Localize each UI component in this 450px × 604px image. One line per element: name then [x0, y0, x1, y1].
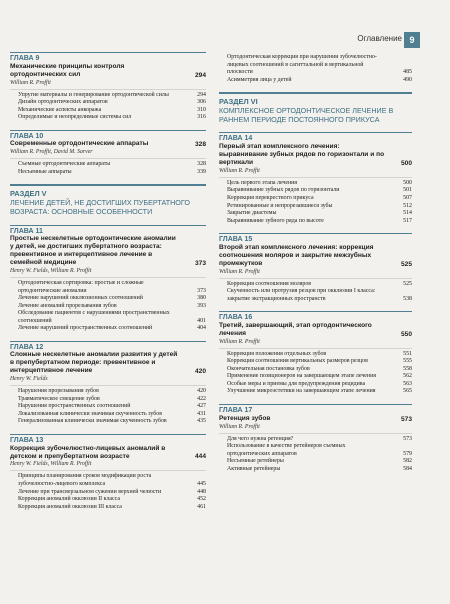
toc-left-column	[10, 52, 206, 519]
chapter-title-row	[219, 415, 412, 423]
chapter-page: 328	[194, 141, 206, 149]
subsection-title: Травматическое смещение зубов	[18, 395, 100, 402]
chapter-label: ГЛАВА 9	[10, 52, 206, 63]
subsection-title: Упругие материалы и генерирование ортодонтической силы	[18, 91, 169, 98]
chapter-label: ГЛАВА 15	[219, 233, 412, 244]
subsection-page: 514	[403, 210, 412, 217]
subsection-title: Несъемные ретейнеры	[227, 458, 284, 465]
subsection-page: 579	[403, 450, 412, 457]
chapter-entry	[219, 404, 412, 473]
subsection-item	[10, 325, 206, 333]
chapter-authors: Henry W. Fields, William R. Proffit	[10, 267, 92, 274]
subsection-title: Нарушения пространственных соотношений	[18, 403, 131, 410]
subsection-page: 404	[197, 325, 206, 332]
subsection-title: Скученность или протрузия резцов при окклюзии I класса: закрытие экстракционных пространств	[227, 288, 376, 302]
subsection-item	[219, 288, 412, 303]
subsection-page: 393	[197, 302, 206, 309]
subsection-page: 573	[403, 435, 412, 442]
subsection-title: Использование в качестве ретейнеров съемных ортодонтических аппаратов	[227, 443, 346, 457]
subsection-page: 294	[197, 91, 206, 98]
section-label: РАЗДЕЛ VI	[219, 97, 258, 107]
subsection-title: Цель первого этапа лечения	[227, 179, 298, 186]
subsection-list	[219, 52, 412, 84]
chapter-authors: William R. Proffit	[219, 167, 260, 174]
subsection-page: 582	[403, 458, 412, 465]
subsection-item	[219, 458, 412, 466]
chapter-label: ГЛАВА 17	[219, 404, 412, 415]
chapter-label: ГЛАВА 13	[10, 434, 206, 445]
subsection-item	[219, 443, 412, 458]
chapter-label: ГЛАВА 16	[219, 311, 412, 322]
section-heading	[219, 92, 412, 124]
subsection-page: 310	[197, 106, 206, 113]
subsection-page: 490	[403, 76, 412, 83]
subsection-list	[219, 278, 412, 304]
subsection-page: 328	[197, 161, 206, 168]
chapter-page: 444	[194, 453, 206, 461]
subsection-page: 427	[197, 403, 206, 410]
subsection-page: 401	[197, 317, 206, 324]
subsection-title: Асимметрия лица у детей	[227, 76, 292, 83]
subsection-page: 380	[197, 295, 206, 302]
subsection-title: Обследование пациентов с нарушениями пространственных соотношений	[18, 310, 170, 324]
subsection-title: Коррекция аномалий окклюзии II класса	[18, 496, 120, 503]
subsection-item	[10, 496, 206, 504]
chapter-title: Простые нескелетные ортодонтические аномалии у детей, не достигших пубертатного возраста: превентивное и интерцептивное лечение в семейной медицине	[10, 235, 176, 267]
subsection-title: Лечение нарушений окклюзионных соотношений	[18, 295, 143, 302]
subsection-item	[10, 310, 206, 325]
subsection-title: Коррекция соотношения вертикальных размеров резцов	[227, 358, 368, 365]
subsection-item	[10, 403, 206, 411]
subsection-title: Для чего нужна ретенция?	[227, 435, 294, 442]
subsection-title: Лечение при трансверзальном сужении верхней челюсти	[18, 488, 162, 495]
subsection-item	[219, 351, 412, 359]
chapter-title: Второй этап комплексного лечения: коррекция соотношения моляров и закрытие межзубных промежутков	[219, 243, 374, 267]
chapter-authors: William R. Proffit	[219, 268, 260, 275]
subsection-item	[219, 373, 412, 381]
chapter-label: ГЛАВА 10	[10, 130, 206, 141]
chapter-label: ГЛАВА 11	[10, 225, 206, 236]
subsection-page: 507	[403, 194, 412, 201]
subsection-title: Коррекция соотношения моляров	[227, 280, 312, 287]
chapter-title-row	[219, 322, 412, 338]
chapter-entry	[10, 225, 206, 333]
subsection-page: 538	[403, 295, 412, 302]
section-heading	[10, 184, 206, 216]
subsection-item	[219, 466, 412, 474]
subsection-item	[219, 218, 412, 226]
subsection-item	[219, 281, 412, 289]
chapter-title: Коррекция зубочелюстно-лицевых аномалий в детском и препубертатном возрасте	[10, 444, 166, 460]
subsection-page: 565	[403, 388, 412, 395]
page-number: 9	[404, 32, 420, 48]
subsection-title: Выравнивание зубных рядов по горизонтали	[227, 187, 340, 194]
subsection-title: Дизайн ортодонтических аппаратов	[18, 99, 108, 106]
subsection-title: Механические аспекты анкоража	[18, 106, 102, 113]
subsection-page: 517	[403, 217, 412, 224]
subsection-title: Закрытие диастемы	[227, 210, 277, 217]
subsection-page: 500	[403, 179, 412, 186]
subsection-item	[219, 77, 412, 85]
subsection-title: Коррекция положения отдельных зубов	[227, 350, 327, 357]
subsection-title: Генерализованная клинически значимая скученность зубов	[18, 418, 167, 425]
subsection-item	[219, 388, 412, 396]
chapter-authors: Henry W. Fields, William R. Proffit	[10, 461, 92, 468]
subsection-page: 461	[197, 503, 206, 510]
subsection-item	[10, 280, 206, 295]
subsection-page: 584	[403, 465, 412, 472]
subsection-page: 555	[403, 358, 412, 365]
subsection-page: 551	[403, 350, 412, 357]
subsection-page: 525	[403, 280, 412, 287]
chapter-page: 420	[194, 368, 206, 376]
subsection-page: 512	[403, 202, 412, 209]
chapter-label: ГЛАВА 12	[10, 341, 206, 352]
chapter-title-row	[10, 63, 206, 79]
subsection-title: Лечение аномалий прорезывания зубов	[18, 302, 117, 309]
subsection-item	[219, 366, 412, 374]
subsection-page: 562	[403, 373, 412, 380]
chapter-title: Современные ортодонтические аппараты	[10, 140, 149, 148]
subsection-title: Применение позиционеров на завершающем этапе лечения	[227, 373, 376, 380]
subsection-title: Локализованная клинически значимая скученность зубов	[18, 410, 162, 417]
subsection-item	[219, 187, 412, 195]
subsection-item	[219, 210, 412, 218]
chapter-title-row	[219, 143, 412, 167]
chapter-title: Третий, завершающий, этап ортодонтического лечения	[219, 321, 372, 337]
chapter-page: 525	[400, 260, 412, 268]
subsection-title: Улучшение микроэстетики на завершающем этапе лечения	[227, 388, 376, 395]
subsection-list	[219, 348, 412, 396]
subsection-item	[10, 504, 206, 512]
chapter-page: 373	[194, 259, 206, 267]
subsection-item	[10, 388, 206, 396]
subsection-page: 448	[197, 488, 206, 495]
subsection-title: Выравнивание зубного ряда по высоте	[227, 217, 324, 224]
chapter-authors: William R. Proffit	[219, 338, 260, 345]
subsection-list	[219, 177, 412, 225]
section-title: ЛЕЧЕНИЕ ДЕТЕЙ, НЕ ДОСТИГШИХ ПУБЕРТАТНОГО ВОЗРАСТА: ОСНОВНЫЕ ОСОБЕННОСТИ	[10, 198, 190, 217]
chapter-authors: William R. Proffit	[219, 423, 260, 430]
subsection-item	[219, 381, 412, 389]
toc-right-column	[219, 52, 412, 481]
subsection-item	[10, 161, 206, 169]
subsection-title: Принципы планирования сроков модификации роста зубочелюстно-лицевого комплекса	[18, 473, 152, 487]
chapter-page: 294	[194, 71, 206, 79]
chapter-title: Сложные нескелетные аномалии развития у детей в препубертатном периоде: превентивное и интерцептивное лечение	[10, 351, 178, 375]
subsection-page: 501	[403, 187, 412, 194]
subsection-item	[10, 295, 206, 303]
chapter-title-row	[10, 140, 206, 148]
subsection-item	[10, 169, 206, 177]
subsection-title: Нарушения прорезывания зубов	[18, 388, 99, 395]
chapter-entry	[10, 130, 206, 177]
page-header	[0, 32, 450, 48]
subsection-title: Ортодонтическая сортировка: простые и сложные ортодонтические аномалии	[18, 279, 144, 294]
chapter-authors: William R. Proffit, David M. Sarver	[10, 149, 93, 156]
chapter-entry	[219, 233, 412, 303]
chapter-title: Первый этап комплексного лечения: выравнивание зубных рядов по горизонтали и по вертикали	[219, 143, 385, 166]
chapter-page: 573	[400, 415, 412, 423]
subsection-item	[219, 195, 412, 203]
subsection-title: Лечение нарушений пространственных соотношений	[18, 325, 153, 332]
subsection-list	[10, 470, 206, 511]
subsection-page: 445	[197, 480, 206, 487]
subsection-list	[10, 158, 206, 176]
chapter-entry	[10, 434, 206, 511]
subsection-list	[10, 277, 206, 333]
chapter-page: 500	[400, 159, 412, 167]
chapter-label: ГЛАВА 14	[219, 132, 412, 143]
subsection-list	[10, 89, 206, 122]
chapter-title-row	[10, 235, 206, 267]
chapter-entry	[219, 311, 412, 396]
subsection-title: Определимые и неопределимые системы сил	[18, 114, 132, 121]
chapter-entry	[219, 52, 412, 84]
subsection-title: Коррекция перекрестного прикуса	[227, 194, 314, 201]
subsection-page: 485	[403, 69, 412, 76]
subsection-page: 452	[197, 496, 206, 503]
subsection-title: Ортодонтическая коррекция при нарушении зубочелюстно-лицевых соотношений в сагиттальной и вертикальной плоскости	[227, 54, 377, 76]
running-title: Оглавление	[357, 34, 402, 43]
section-title: КОМПЛЕКСНОЕ ОРТОДОНТИЧЕСКОЕ ЛЕЧЕНИЕ В РАННЕМ ПЕРИОДЕ ПОСТОЯННОГО ПРИКУСА	[219, 106, 394, 124]
subsection-title: Ретинированные и непрорезавшиеся зубы	[227, 202, 333, 209]
chapter-page: 550	[400, 330, 412, 338]
subsection-page: 431	[197, 410, 206, 417]
subsection-item	[10, 107, 206, 115]
subsection-list	[10, 385, 206, 426]
chapter-title-row	[10, 445, 206, 461]
chapter-title-row	[219, 244, 412, 268]
subsection-page: 316	[197, 114, 206, 121]
subsection-page: 306	[197, 99, 206, 106]
subsection-item	[10, 99, 206, 107]
section-label: РАЗДЕЛ V	[10, 189, 47, 199]
chapter-authors: William R. Proffit	[10, 79, 51, 86]
subsection-page: 435	[197, 418, 206, 425]
subsection-item	[10, 92, 206, 100]
subsection-item	[219, 203, 412, 211]
chapter-title: Механические принципы контроля ортодонтических сил	[10, 62, 125, 78]
subsection-item	[10, 114, 206, 122]
subsection-item	[219, 54, 412, 77]
subsection-page: 563	[403, 380, 412, 387]
subsection-title: Активные ретейнеры	[227, 465, 281, 472]
chapter-title-row	[10, 351, 206, 375]
chapter-title: Ретенция зубов	[219, 414, 271, 422]
subsection-page: 373	[197, 287, 206, 294]
subsection-item	[219, 436, 412, 444]
subsection-item	[10, 418, 206, 426]
subsection-page: 420	[197, 388, 206, 395]
chapter-entry	[10, 52, 206, 122]
subsection-item	[10, 473, 206, 488]
chapter-authors: Henry W. Fields	[10, 376, 48, 383]
subsection-item	[219, 358, 412, 366]
subsection-page: 339	[197, 168, 206, 175]
chapter-entry	[10, 341, 206, 426]
subsection-title: Особые меры и приемы для предупреждения рецидива	[227, 380, 366, 387]
subsection-page: 422	[197, 395, 206, 402]
subsection-list	[219, 433, 412, 474]
subsection-title: Съемные ортодонтические аппараты	[18, 161, 111, 168]
subsection-title: Окончательная постановка зубов	[227, 365, 310, 372]
subsection-title: Коррекция аномалий окклюзии III класса	[18, 503, 122, 510]
subsection-page: 558	[403, 365, 412, 372]
subsection-title: Несъемные аппараты	[18, 168, 72, 175]
chapter-entry	[219, 132, 412, 225]
subsection-item	[10, 489, 206, 497]
